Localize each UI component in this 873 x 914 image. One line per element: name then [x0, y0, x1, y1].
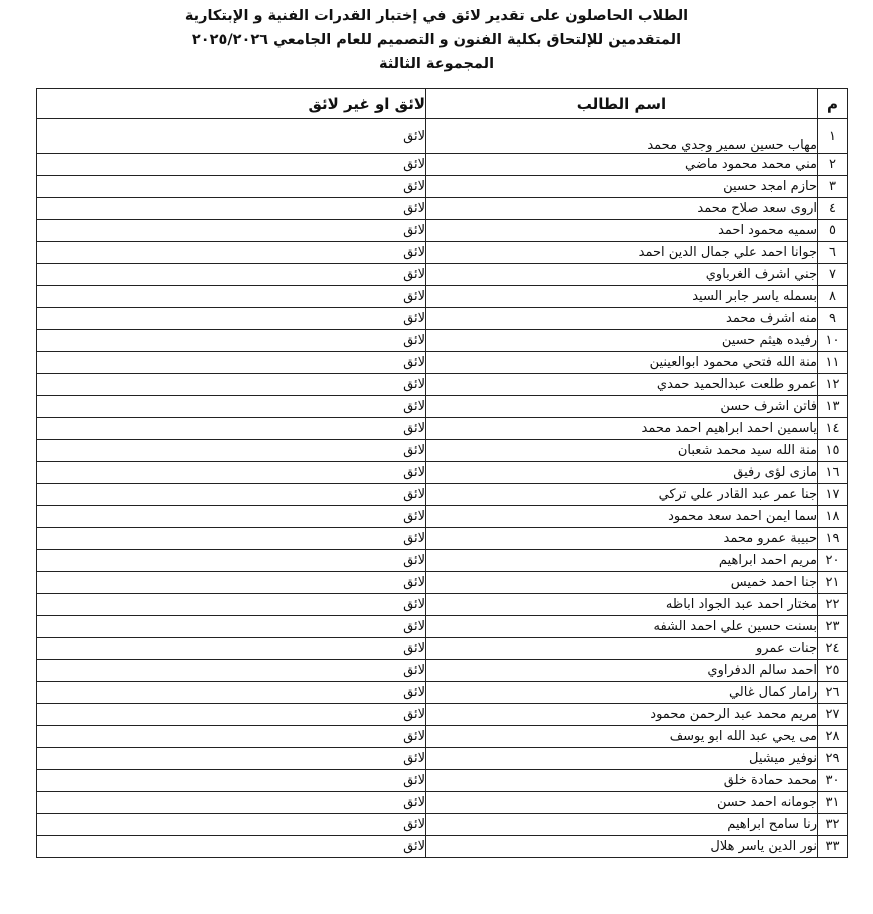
result-status: لائق [37, 594, 426, 616]
table-row [37, 418, 848, 440]
table-row [37, 308, 848, 330]
result-status: لائق [37, 836, 426, 858]
student-name: سميه محمود احمد [426, 220, 818, 242]
table-row [37, 594, 848, 616]
student-name: رفيده هيثم حسين [426, 330, 818, 352]
table-row [37, 264, 848, 286]
result-status: لائق [37, 748, 426, 770]
table-row [37, 726, 848, 748]
student-name: فاتن اشرف حسن [426, 396, 818, 418]
result-status: لائق [37, 154, 426, 176]
table-row [37, 682, 848, 704]
document-header [0, 4, 873, 76]
table-body [37, 119, 848, 858]
row-number: ٢٠ [818, 550, 848, 572]
result-status: لائق [37, 638, 426, 660]
student-name: جوانا احمد علي جمال الدين احمد [426, 242, 818, 264]
result-status: لائق [37, 506, 426, 528]
header-title-line-1: الطلاب الحاصلون على تقدير لائق في إختبار القدرات الفنية و الإبتكارية [184, 8, 689, 24]
row-number: ١٩ [818, 528, 848, 550]
result-status: لائق [37, 528, 426, 550]
table-row [37, 462, 848, 484]
column-header-student-name: اسم الطالب [426, 89, 818, 119]
table-row [37, 396, 848, 418]
student-name: رامار كمال غالي [426, 682, 818, 704]
table-row [37, 704, 848, 726]
table-row [37, 352, 848, 374]
row-number: ١٤ [818, 418, 848, 440]
result-status: لائق [37, 264, 426, 286]
table-row [37, 440, 848, 462]
table-row [37, 220, 848, 242]
header-title-line-2: المتقدمين للإلتحاق بكلية الفنون و التصميم للعام الجامعي ٢٠٢٥/٢٠٢٦ [191, 32, 682, 48]
student-name: مهاب حسين سمير وجدي محمد [426, 119, 818, 154]
student-name: سما ايمن احمد سعد محمود [426, 506, 818, 528]
table-row [37, 616, 848, 638]
student-name: ياسمين احمد ابراهيم احمد محمد [426, 418, 818, 440]
student-name: منه اشرف محمد [426, 308, 818, 330]
result-status: لائق [37, 242, 426, 264]
result-status: لائق [37, 682, 426, 704]
row-number: ١١ [818, 352, 848, 374]
result-status: لائق [37, 396, 426, 418]
student-name: جنا احمد خميس [426, 572, 818, 594]
table-row [37, 176, 848, 198]
result-status: لائق [37, 814, 426, 836]
result-status: لائق [37, 374, 426, 396]
table-row [37, 748, 848, 770]
table-row [37, 814, 848, 836]
table-row [37, 286, 848, 308]
student-name: مى يحي عبد الله ابو يوسف [426, 726, 818, 748]
row-number: ١ [818, 119, 848, 154]
table-header-row [37, 89, 848, 119]
result-status: لائق [37, 572, 426, 594]
row-number: ٩ [818, 308, 848, 330]
row-number: ٢٢ [818, 594, 848, 616]
result-status: لائق [37, 176, 426, 198]
student-name: محمد حمادة خلق [426, 770, 818, 792]
row-number: ٢ [818, 154, 848, 176]
row-number: ٥ [818, 220, 848, 242]
result-status: لائق [37, 726, 426, 748]
table-row [37, 198, 848, 220]
result-status: لائق [37, 462, 426, 484]
table-row [37, 154, 848, 176]
student-name: حازم امجد حسين [426, 176, 818, 198]
result-status: لائق [37, 770, 426, 792]
student-name: مريم محمد عبد الرحمن محمود [426, 704, 818, 726]
row-number: ٧ [818, 264, 848, 286]
row-number: ١٦ [818, 462, 848, 484]
row-number: ١٠ [818, 330, 848, 352]
table-row [37, 660, 848, 682]
row-number: ٢٤ [818, 638, 848, 660]
table-row [37, 242, 848, 264]
row-number: ٢٩ [818, 748, 848, 770]
student-name: نوفير ميشيل [426, 748, 818, 770]
result-status: لائق [37, 792, 426, 814]
row-number: ٢٨ [818, 726, 848, 748]
result-status: لائق [37, 550, 426, 572]
table-row [37, 792, 848, 814]
result-status: لائق [37, 418, 426, 440]
table-row [37, 528, 848, 550]
student-name: مني محمد محمود ماضي [426, 154, 818, 176]
student-name: بسمله ياسر جابر السيد [426, 286, 818, 308]
result-status: لائق [37, 440, 426, 462]
column-header-number: م [818, 89, 848, 119]
table-row [37, 119, 848, 154]
result-status: لائق [37, 119, 426, 154]
student-name: مختار احمد عبد الجواد اباظه [426, 594, 818, 616]
student-name: جومانه احمد حسن [426, 792, 818, 814]
row-number: ٢٦ [818, 682, 848, 704]
row-number: ٤ [818, 198, 848, 220]
row-number: ٣٠ [818, 770, 848, 792]
table-row [37, 330, 848, 352]
student-name: مازى لؤى رفيق [426, 462, 818, 484]
row-number: ١٨ [818, 506, 848, 528]
result-status: لائق [37, 198, 426, 220]
student-name: منة الله فتحي محمود ابوالعينين [426, 352, 818, 374]
row-number: ٢٥ [818, 660, 848, 682]
row-number: ٨ [818, 286, 848, 308]
table-row [37, 374, 848, 396]
result-status: لائق [37, 616, 426, 638]
result-status: لائق [37, 330, 426, 352]
result-status: لائق [37, 704, 426, 726]
table-row [37, 550, 848, 572]
row-number: ١٧ [818, 484, 848, 506]
student-name: حبيبة عمرو محمد [426, 528, 818, 550]
row-number: ٣ [818, 176, 848, 198]
result-status: لائق [37, 220, 426, 242]
student-name: احمد سالم الدفراوي [426, 660, 818, 682]
row-number: ١٥ [818, 440, 848, 462]
table-row [37, 770, 848, 792]
student-name: بسنت حسين علي احمد الشفه [426, 616, 818, 638]
student-name: منة الله سيد محمد شعبان [426, 440, 818, 462]
result-status: لائق [37, 352, 426, 374]
result-status: لائق [37, 484, 426, 506]
student-name: رنا سامح ابراهيم [426, 814, 818, 836]
row-number: ٢١ [818, 572, 848, 594]
table-row [37, 638, 848, 660]
row-number: ٦ [818, 242, 848, 264]
row-number: ٣٢ [818, 814, 848, 836]
result-status: لائق [37, 286, 426, 308]
row-number: ٣٣ [818, 836, 848, 858]
row-number: ٢٣ [818, 616, 848, 638]
row-number: ١٣ [818, 396, 848, 418]
students-table [36, 88, 848, 858]
student-name: جنات عمرو [426, 638, 818, 660]
student-name: جنا عمر عبد القادر علي تركي [426, 484, 818, 506]
student-name: جني اشرف الغرباوي [426, 264, 818, 286]
header-group-label: المجموعة الثالثة [378, 56, 495, 72]
table-row [37, 506, 848, 528]
row-number: ١٢ [818, 374, 848, 396]
student-name: اروى سعد صلاح محمد [426, 198, 818, 220]
column-header-result: لائق او غير لائق [37, 89, 426, 119]
row-number: ٣١ [818, 792, 848, 814]
student-name: نور الدين ياسر هلال [426, 836, 818, 858]
result-status: لائق [37, 660, 426, 682]
table-row [37, 572, 848, 594]
student-name: عمرو طلعت عبدالحميد حمدي [426, 374, 818, 396]
row-number: ٢٧ [818, 704, 848, 726]
result-status: لائق [37, 308, 426, 330]
student-name: مريم احمد ابراهيم [426, 550, 818, 572]
table-row [37, 484, 848, 506]
table-row [37, 836, 848, 858]
